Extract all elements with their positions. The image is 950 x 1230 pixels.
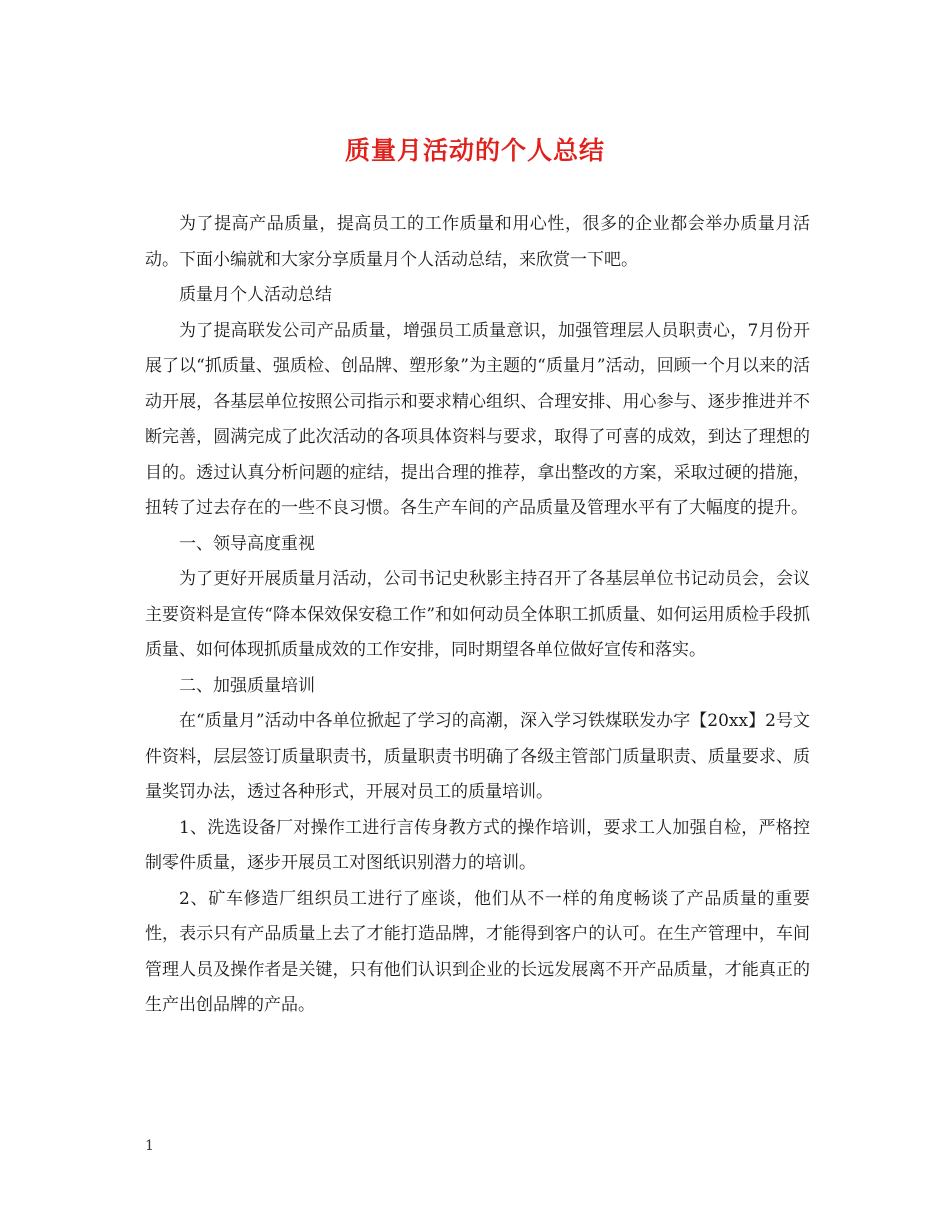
paragraph-training-item-2: 2、矿车修造厂组织员工进行了座谈，他们从不一样的角度畅谈了产品质量的重要性，表示只有产品质量上去了才能打造品牌，才能得到客户的认可。在生产管理中，车间管理人员及操作者是关键，只有他们认识到企业的长远发展离不开产品质量，才能真正的生产出创品牌的产品。	[145, 888, 810, 1015]
paragraph-overview: 为了提高联发公司产品质量，增强员工质量意识，加强管理层人员职责心，7月份开展了以“抓质量、强质检、创品牌、塑形象”为主题的“质量月”活动，回顾一个月以来的活动开展，各基层单位按照公司指示和要求精心组织、合理安排、用心参与、逐步推进并不断完善，圆满完成了此次活动的各项具体资料与要求，取得了可喜的成效，到达了理想的目的。透过认真分析问题的症结，提出合理的推荐，拿出整改的方案，采取过硬的措施，扭转了过去存在的一些不良习惯。各生产车间的产品质量及管理水平有了大幅度的提升。	[145, 320, 810, 518]
section-heading-training: 二、加强质量培训	[179, 675, 315, 696]
paragraph-intro: 为了提高产品质量，提高员工的工作质量和用心性，很多的企业都会举办质量月活动。下面小编就和大家分享质量月个人活动总结，来欣赏一下吧。	[145, 214, 810, 270]
page-number: 1	[145, 1138, 154, 1154]
paragraph-training-item-1: 1、洗选设备厂对操作工进行言传身教方式的操作培训，要求工人加强自检，严格控制零件质量，逐步开展员工对图纸识别潜力的培训。	[145, 817, 810, 873]
paragraph-subtitle: 质量月个人活动总结	[179, 285, 332, 305]
section-heading-leadership: 一、领导高度重视	[179, 533, 315, 554]
paragraph-leadership: 为了更好开展质量月活动，公司书记史秋影主持召开了各基层单位书记动员会，会议主要资料是宣传“降本保效保安稳工作”和如何动员全体职工抓质量、如何运用质检手段抓质量、如何体现抓质量成效的工作安排，同时期望各单位做好宣传和落实。	[145, 569, 810, 660]
paragraph-training: 在“质量月”活动中各单位掀起了学习的高潮，深入学习铁煤联发办字【20xx】2号文件资料，层层签订质量职责书，质量职责书明确了各级主管部门质量职责、质量要求、质量奖罚办法，透过各种形式，开展对员工的质量培训。	[145, 711, 810, 802]
document-title: 质量月活动的个人总结	[344, 136, 605, 165]
document-body	[145, 207, 810, 1024]
